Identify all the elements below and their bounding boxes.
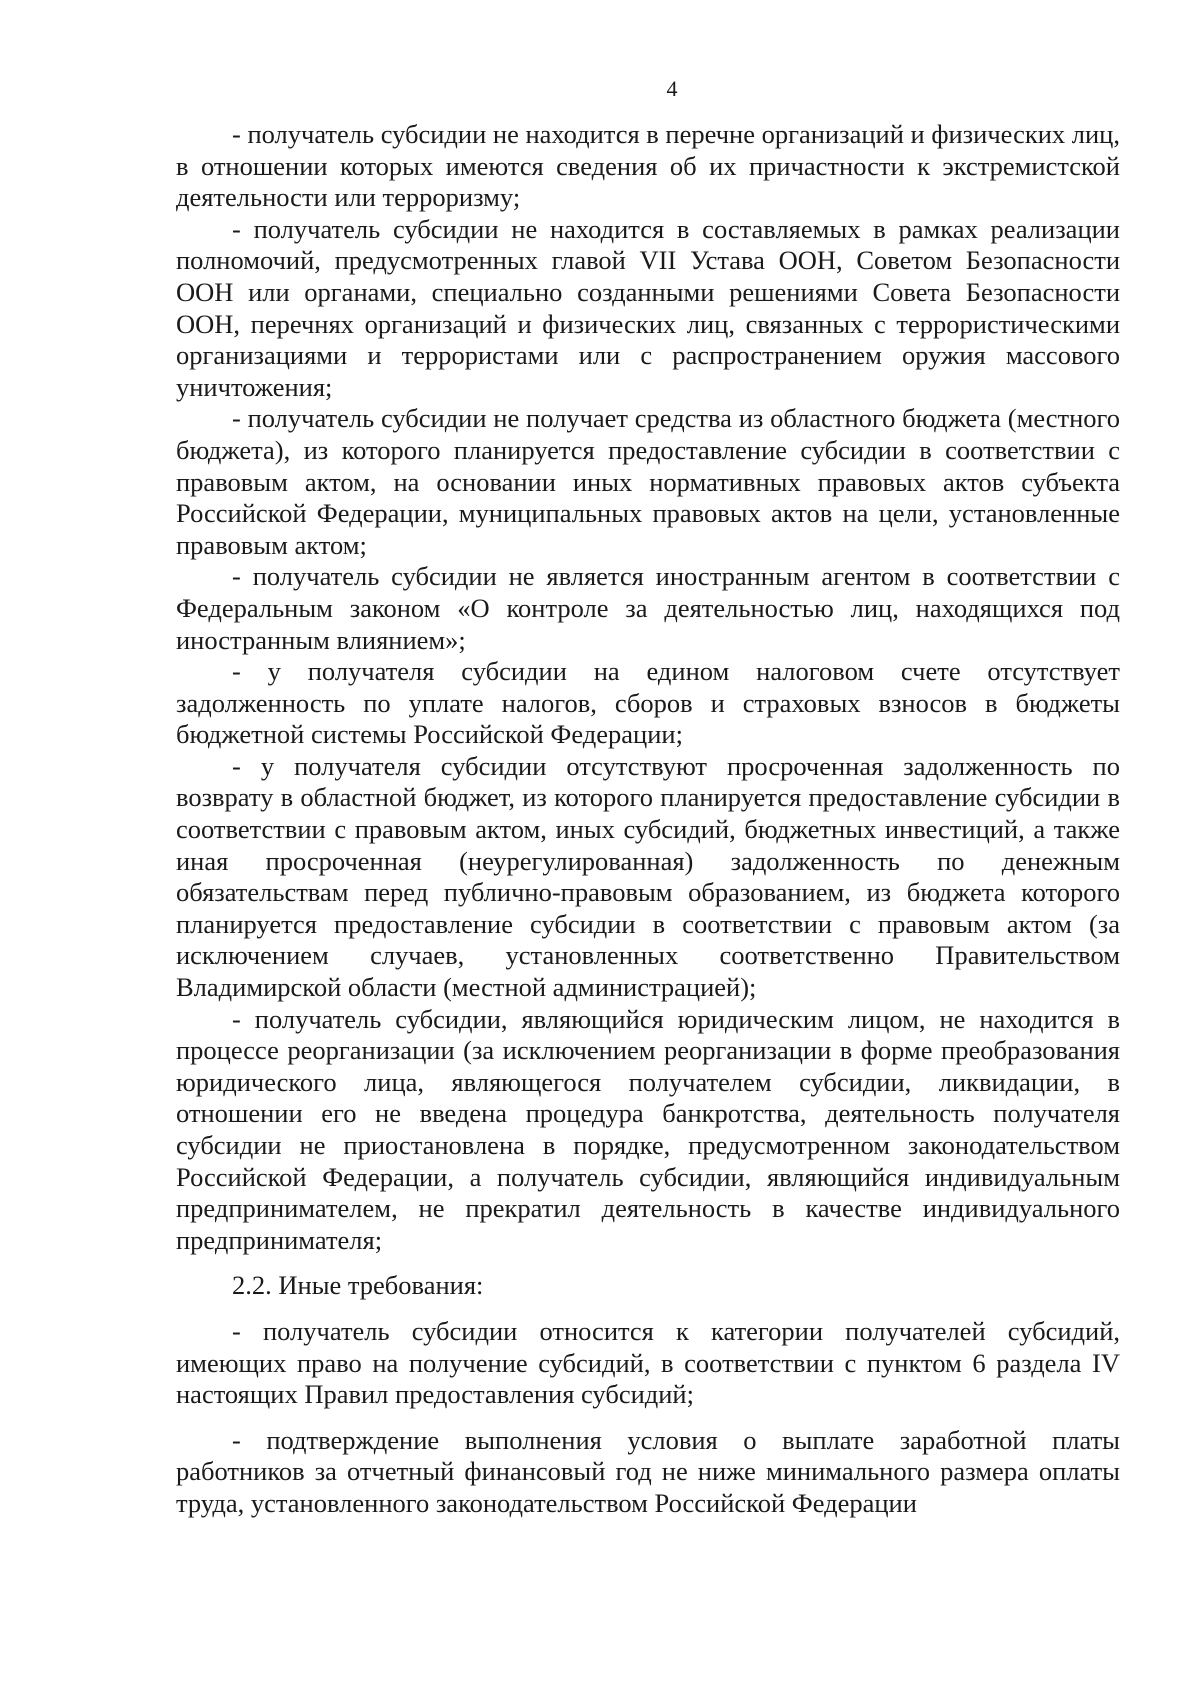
paragraph-not-foreign-agent: - получатель субсидии не является иностранным агентом в соответствии с Федеральным законом «О контроле за деятельностью лиц, находящихся под иностранным влиянием»; xyxy=(176,561,1120,655)
paragraph-no-overdue-debt: - у получателя субсидии отсутствуют просроченная задолженность по возврату в областной бюджет, из которого планируется предоставление субсидии в соответствии с правовым актом, иных субсидий, бюджетных инвестиций, а также иная просроченная (неурегулированная) задолженность по денежным обязательствам перед публично-правовым образованием, из бюджета которого планируется предоставление субсидии в соответствии с правовым актом (за исключением случаев, установленных соответственно Правительством Владимирской области (местной администрацией); xyxy=(176,750,1120,1003)
paragraph-minimum-wage-condition: - подтверждение выполнения условия о выплате заработной платы работников за отчетный финансовый год не ниже минимального размера оплаты труда, установленного законодательством Российской Федерации xyxy=(176,1424,1120,1518)
paragraph-no-tax-debt: - у получателя субсидии на едином налоговом счете отсутствует задолженность по уплате налогов, сборов и страховых взносов в бюджеты бюджетной системы Российской Федерации; xyxy=(176,656,1120,750)
section-heading-other-requirements: 2.2. Иные требования: xyxy=(232,1270,484,1301)
paragraph-no-regional-budget-funds: - получатель субсидии не получает средства из областного бюджета (местного бюджета), из которого планируется предоставление субсидии в соответствии с правовым актом, на основании иных нормативных правовых актов субъекта Российской Федерации, муниципальных правовых актов на цели, установленные правовым актом; xyxy=(176,403,1120,560)
page-number: 4 xyxy=(666,76,678,101)
paragraph-recipient-category: - получатель субсидии относится к категории получателей субсидий, имеющих право на получение субсидий, в соответствии с пунктом 6 раздела IV настоящих Правил предоставления субсидий; xyxy=(176,1315,1120,1410)
paragraph-un-security-council-list: - получатель субсидии не находится в составляемых в рамках реализации полномочий, предусмотренных главой VII Устава ООН, Советом Безопасности ООН или органами, специально созданными решениями Совета Безопасности ООН, перечнях организаций и физических лиц, связанных с террористическими организациями и террористами или с распространением оружия массового уничтожения; xyxy=(176,213,1120,402)
paragraph-no-reorganization: - получатель субсидии, являющийся юридическим лицом, не находится в процессе реорганизации (за исключением реорганизации в форме преобразования юридического лица, являющегося получателем субсидии, ликвидации, в отношении его не введена процедура банкротства, деятельность получателя субсидии не приостановлена в порядке, предусмотренном законодательством Российской Федерации, а получатель субсидии, являющийся индивидуальным предпринимателем, не прекратил деятельность в качестве индивидуального предпринимателя; xyxy=(176,1003,1120,1255)
document-body xyxy=(176,119,1120,1520)
paragraph-extremism-list: - получатель субсидии не находится в перечне организаций и физических лиц, в отношении которых имеются сведения об их причастности к экстремистской деятельности или терроризму; xyxy=(176,119,1120,213)
